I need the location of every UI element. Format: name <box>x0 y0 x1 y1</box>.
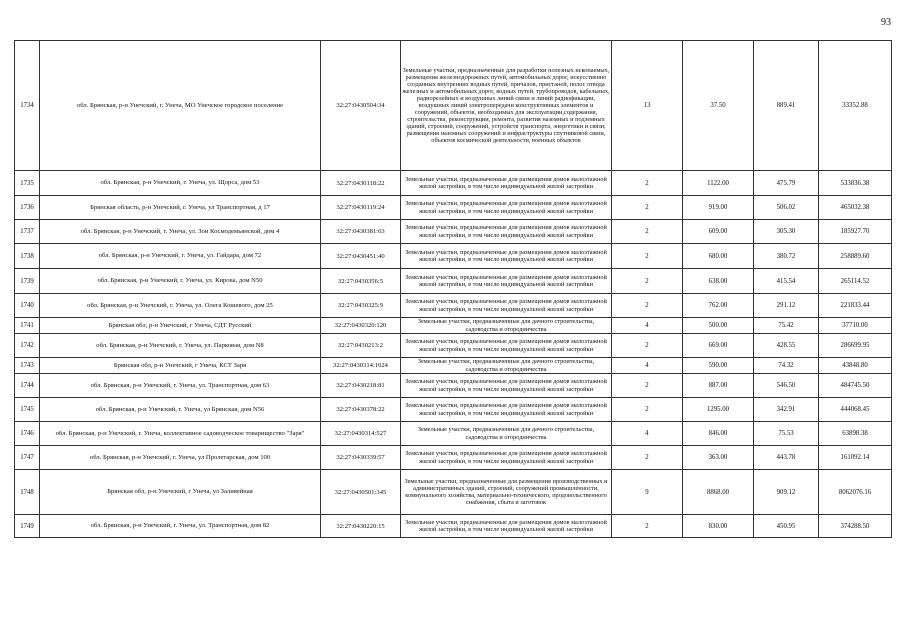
cell-area: 1295.00 <box>683 398 754 422</box>
cell-cadastral-number: 32:27:0430119:24 <box>321 196 401 220</box>
cell-row-number: 1746 <box>15 422 40 446</box>
cell-area: 846.00 <box>683 422 754 446</box>
cell-use-group-code: 2 <box>612 269 683 294</box>
cell-address: обл. Брянская, р-н Унечский, г. Унеча, коллективное садоводческое товарищество "Заря" <box>40 422 321 446</box>
cell-specific-value: 546.50 <box>754 374 819 398</box>
cadastral-value-table <box>14 40 892 538</box>
table-row <box>15 244 892 269</box>
cell-cadastral-value: 374288.50 <box>819 515 892 538</box>
cell-cadastral-number: 32:27:0430501:345 <box>321 470 401 515</box>
cell-row-number: 1747 <box>15 446 40 470</box>
cell-cadastral-number: 32:27:0430314:1024 <box>321 358 401 374</box>
cell-address: обл. Брянская, р-н Унечский, г. Унеча, ул Брянская, дом N56 <box>40 398 321 422</box>
cell-row-number: 1742 <box>15 334 40 358</box>
cell-specific-value: 380.72 <box>754 244 819 269</box>
cell-address: Брянская обл, р-н Унечский, г Унеча, ул Заливейная <box>40 470 321 515</box>
cell-row-number: 1749 <box>15 515 40 538</box>
cell-address: обл. Брянская, р-н Унечский, г. Унеча, ул. Олега Кошевого, дом 25 <box>40 294 321 318</box>
table-row <box>15 515 892 538</box>
cell-specific-value: 450.95 <box>754 515 819 538</box>
cell-row-number: 1744 <box>15 374 40 398</box>
cell-use-group-code: 2 <box>612 515 683 538</box>
cell-cadastral-number: 32:27:0430504:34 <box>321 41 401 171</box>
cell-specific-value: 75.53 <box>754 422 819 446</box>
cell-cadastral-value: 185927.70 <box>819 220 892 244</box>
cell-area: 680.00 <box>683 244 754 269</box>
cell-permitted-use: Земельные участки, предназначенные для размещения домов малоэтажной жилой застройки, в том числе индивидуальной жилой застройки <box>401 334 612 358</box>
cell-row-number: 1738 <box>15 244 40 269</box>
table-row <box>15 470 892 515</box>
cell-permitted-use: Земельные участки, предназначенные для разработки полезных ископаемых, размещения железнодорожных путей, автомобильных дорог, искусственно созданных внутренних водных путей, причалов, пристаней, полос отвода железных и автомобильных дорог, водных путей, трубопроводов, кабельных, радиорелейных и воздушных линий связи и линий радиофикации, воздушных линий электропередачи конструктивных элементов и сооружений, объектов, необходимых для эксплуатации,содержания, строительства, реконструкции, ремонта, развития наземных и подземных зданий, строений, сооружений, устройств транспорта, энергетики и связи; размещения наземных сооружений и инфраструктуры спутниковой связи, объектов космической деятельности, военных объектов <box>401 41 612 171</box>
cell-cadastral-number: 32:27:0430220:15 <box>321 515 401 538</box>
cell-permitted-use: Земельные участки, предназначенные для размещения домов малоэтажной жилой застройки, в том числе индивидуальной жилой застройки <box>401 515 612 538</box>
cell-area: 1122.00 <box>683 171 754 196</box>
cell-specific-value: 415.54 <box>754 269 819 294</box>
cell-cadastral-value: 63898.38 <box>819 422 892 446</box>
cell-cadastral-number: 32:27:0430325:9 <box>321 294 401 318</box>
table-row <box>15 171 892 196</box>
cell-cadastral-value: 161092.14 <box>819 446 892 470</box>
cell-address: обл. Брянская, р-н Унечский, г. Унеча, ул. Парковая, дом N8 <box>40 334 321 358</box>
cell-use-group-code: 4 <box>612 318 683 334</box>
cell-permitted-use: Земельные участки, предназначенные для дачного строительства, садоводства и огородничества <box>401 318 612 334</box>
cell-specific-value: 475.79 <box>754 171 819 196</box>
cell-permitted-use: Земельные участки, предназначенные для размещения домов малоэтажной жилой застройки, в том числе индивидуальной жилой застройки <box>401 374 612 398</box>
cell-permitted-use: Земельные участки, предназначенные для размещения домов малоэтажной жилой застройки, в том числе индивидуальной жилой застройки <box>401 398 612 422</box>
cell-cadastral-number: 32:27:0430314:527 <box>321 422 401 446</box>
table-row <box>15 269 892 294</box>
cell-area: 590.00 <box>683 358 754 374</box>
cell-row-number: 1740 <box>15 294 40 318</box>
cell-row-number: 1734 <box>15 41 40 171</box>
cell-permitted-use: Земельные участки, предназначенные для дачного строительства, садоводства и огородничества <box>401 422 612 446</box>
cell-row-number: 1739 <box>15 269 40 294</box>
cell-permitted-use: Земельные участки, предназначенные для размещения домов малоэтажной жилой застройки, в том числе индивидуальной жилой застройки <box>401 171 612 196</box>
cell-cadastral-value: 221833.44 <box>819 294 892 318</box>
page-number: 93 <box>881 17 891 28</box>
cell-cadastral-number: 32:27:0430381:63 <box>321 220 401 244</box>
cell-use-group-code: 13 <box>612 41 683 171</box>
cell-row-number: 1735 <box>15 171 40 196</box>
cell-use-group-code: 2 <box>612 171 683 196</box>
table-row <box>15 358 892 374</box>
cell-cadastral-number: 32:27:0430218:81 <box>321 374 401 398</box>
cell-cadastral-number: 32:27:0430320:120 <box>321 318 401 334</box>
cell-specific-value: 443.78 <box>754 446 819 470</box>
cell-address: Брянская обл, р-н Унечский, г Унеча, КСТ Заря <box>40 358 321 374</box>
cell-use-group-code: 9 <box>612 470 683 515</box>
cell-specific-value: 342.91 <box>754 398 819 422</box>
cell-cadastral-value: 484745.50 <box>819 374 892 398</box>
table-row <box>15 446 892 470</box>
cell-use-group-code: 2 <box>612 294 683 318</box>
cell-use-group-code: 4 <box>612 358 683 374</box>
cell-area: 830.00 <box>683 515 754 538</box>
cell-permitted-use: Земельные участки, предназначенные для размещения домов малоэтажной жилой застройки, в том числе индивидуальной жилой застройки <box>401 294 612 318</box>
cell-address: Брянская область, р-н Унечский, г. Унеча, ул Транспортная, д 17 <box>40 196 321 220</box>
table-body <box>15 41 892 538</box>
table-row <box>15 374 892 398</box>
cell-address: обл. Брянская, р-н Унечский, г. Унеча, ул. Кирова, дом N50 <box>40 269 321 294</box>
cell-address: обл. Брянская, р-н Унечский, г. Унеча, ул Пролетарская, дом 100 <box>40 446 321 470</box>
cell-permitted-use: Земельные участки, предназначенные для размещения производственных и административных зданий, строений, сооружений промышленности, коммунального хозяйства, материально-технического, продовольственного снабжения, сбыта и заготовок <box>401 470 612 515</box>
cell-permitted-use: Земельные участки, предназначенные для размещения домов малоэтажной жилой застройки, в том числе индивидуальной жилой застройки <box>401 446 612 470</box>
cell-specific-value: 74.32 <box>754 358 819 374</box>
cell-use-group-code: 2 <box>612 244 683 269</box>
cell-use-group-code: 2 <box>612 196 683 220</box>
cell-address: обл. Брянская, р-н Унечский, г. Унеча, ул. Транспортная, дом 63 <box>40 374 321 398</box>
cell-area: 669.00 <box>683 334 754 358</box>
cell-specific-value: 889.41 <box>754 41 819 171</box>
cell-row-number: 1741 <box>15 318 40 334</box>
cell-cadastral-number: 32:27:0430213:2 <box>321 334 401 358</box>
cell-address: обл. Брянская, р-н Унечский, г. Унеча, ул. Щорса, дом 53 <box>40 171 321 196</box>
table-row <box>15 398 892 422</box>
cell-use-group-code: 2 <box>612 374 683 398</box>
cell-area: 363.00 <box>683 446 754 470</box>
table-row <box>15 318 892 334</box>
cell-address: Брянская обл, р-н Унечский, г Унеча, СДТ Русский <box>40 318 321 334</box>
cell-specific-value: 506.02 <box>754 196 819 220</box>
cell-permitted-use: Земельные участки, предназначенные для размещения домов малоэтажной жилой застройки, в том числе индивидуальной жилой застройки <box>401 269 612 294</box>
table-row <box>15 196 892 220</box>
cell-cadastral-number: 32:27:0430356:5 <box>321 269 401 294</box>
cell-cadastral-value: 286699.95 <box>819 334 892 358</box>
cell-specific-value: 909.12 <box>754 470 819 515</box>
cell-area: 37.50 <box>683 41 754 171</box>
cell-permitted-use: Земельные участки, предназначенные для размещения домов малоэтажной жилой застройки, в том числе индивидуальной жилой застройки <box>401 220 612 244</box>
cell-row-number: 1737 <box>15 220 40 244</box>
cell-cadastral-value: 444068.45 <box>819 398 892 422</box>
cell-cadastral-number: 32:27:0430451:40 <box>321 244 401 269</box>
cell-cadastral-value: 33352.88 <box>819 41 892 171</box>
table-row <box>15 334 892 358</box>
table-row <box>15 41 892 171</box>
cell-area: 919.00 <box>683 196 754 220</box>
cell-permitted-use: Земельные участки, предназначенные для дачного строительства, садоводства и огородничества <box>401 358 612 374</box>
cell-area: 638.00 <box>683 269 754 294</box>
cell-permitted-use: Земельные участки, предназначенные для размещения домов малоэтажной жилой застройки, в том числе индивидуальной жилой застройки <box>401 244 612 269</box>
cell-row-number: 1736 <box>15 196 40 220</box>
table-row <box>15 220 892 244</box>
cell-address: обл. Брянская, р-н Унечский, г. Унеча, МО Унечское городское поселение <box>40 41 321 171</box>
cell-area: 887.00 <box>683 374 754 398</box>
cell-cadastral-value: 465032.38 <box>819 196 892 220</box>
cell-cadastral-value: 533836.38 <box>819 171 892 196</box>
cell-area: 8868.00 <box>683 470 754 515</box>
cell-address: обл. Брянская, р-н Унечский, г. Унеча, ул. Транспортная, дом 82 <box>40 515 321 538</box>
cell-cadastral-value: 43848.80 <box>819 358 892 374</box>
cell-row-number: 1748 <box>15 470 40 515</box>
cell-cadastral-value: 8062076.16 <box>819 470 892 515</box>
cell-cadastral-value: 258889.60 <box>819 244 892 269</box>
cell-row-number: 1743 <box>15 358 40 374</box>
cell-use-group-code: 2 <box>612 398 683 422</box>
table-row <box>15 294 892 318</box>
cell-cadastral-value: 37710.00 <box>819 318 892 334</box>
cell-area: 762.00 <box>683 294 754 318</box>
cell-use-group-code: 2 <box>612 220 683 244</box>
cell-use-group-code: 2 <box>612 334 683 358</box>
cell-use-group-code: 2 <box>612 446 683 470</box>
cell-row-number: 1745 <box>15 398 40 422</box>
cell-specific-value: 75.42 <box>754 318 819 334</box>
cell-use-group-code: 4 <box>612 422 683 446</box>
cell-specific-value: 305.30 <box>754 220 819 244</box>
cell-address: обл. Брянская, р-н Унечский, г. Унеча, ул. Зои Космодемьянской, дом 4 <box>40 220 321 244</box>
cell-area: 609.00 <box>683 220 754 244</box>
cell-cadastral-number: 32:27:0430378:22 <box>321 398 401 422</box>
cell-area: 500.00 <box>683 318 754 334</box>
cell-specific-value: 428.55 <box>754 334 819 358</box>
cell-cadastral-value: 265114.52 <box>819 269 892 294</box>
cell-permitted-use: Земельные участки, предназначенные для размещения домов малоэтажной жилой застройки, в том числе индивидуальной жилой застройки <box>401 196 612 220</box>
cell-cadastral-number: 32:27:0430118:22 <box>321 171 401 196</box>
table-row <box>15 422 892 446</box>
cell-specific-value: 291.12 <box>754 294 819 318</box>
cell-address: обл. Брянская, р-н Унечский, г. Унеча, ул. Гайдара, дом 72 <box>40 244 321 269</box>
cell-cadastral-number: 32:27:0430339:57 <box>321 446 401 470</box>
